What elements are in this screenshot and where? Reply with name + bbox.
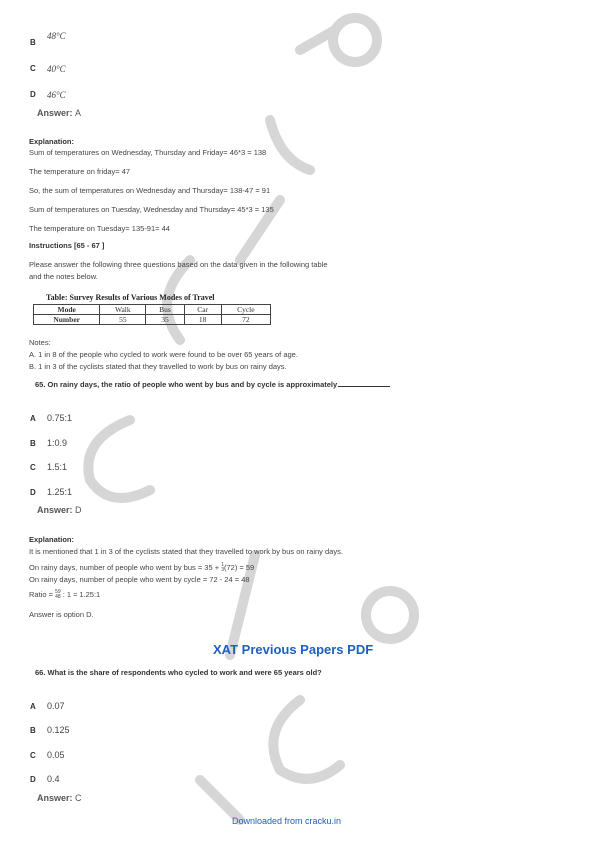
explanation-line: It is mentioned that 1 in 3 of the cyclists stated that they travelled to work by bus on rainy days. (29, 547, 343, 556)
explanation-line: On rainy days, number of people who went by bus = 35 + 1 3 (72) = 59 (29, 562, 255, 574)
q66-answer: Answer: C (37, 793, 82, 803)
explanation-line: Answer is option D. (29, 610, 94, 619)
option-letter-d: D (30, 488, 36, 497)
option-letter-d: D (30, 775, 36, 784)
explanation-line: Sum of temperatures on Wednesday, Thursday and Friday= 46*3 = 138 (29, 148, 267, 157)
explanation-line: So, the sum of temperatures on Wednesday and Thursday= 138-47 = 91 (29, 186, 271, 195)
option-letter-b: B (30, 439, 36, 448)
note-b: B. 1 in 3 of the cyclists stated that they travelled to work by bus on rainy days. (29, 362, 287, 371)
table-caption: Table: Survey Results of Various Modes of Travel (46, 293, 215, 302)
table-cell: 55 (100, 315, 146, 325)
table-cell: 72 (221, 315, 270, 325)
option-value-b[interactable]: 0.125 (47, 725, 70, 735)
table-cell: 18 (184, 315, 221, 325)
explanation-line: Sum of temperatures on Tuesday, Wednesday and Thursday= 45*3 = 135 (29, 205, 274, 214)
option-letter-b: B (30, 726, 36, 735)
footer-link[interactable]: Downloaded from cracku.in (232, 816, 342, 826)
fraction-denominator: 3 (221, 567, 224, 574)
table-row (34, 305, 271, 315)
fraction-numerator: 1 (221, 562, 224, 569)
q64-answer: Answer: A (37, 108, 82, 118)
option-value-c[interactable]: 0.05 (47, 750, 65, 760)
option-value-c: 40°C (47, 64, 66, 74)
option-value-a[interactable]: 0.75:1 (47, 413, 73, 423)
instructions-title: Instructions [65 - 67 ] (29, 241, 105, 250)
table-cell: Mode (34, 305, 100, 315)
option-value-d[interactable]: 1.25:1 (47, 487, 73, 497)
table-cell: Walk (100, 305, 146, 315)
table-cell: Cycle (221, 305, 270, 315)
option-value-d: 46°C (47, 90, 66, 100)
option-letter-c: C (30, 751, 36, 760)
q65-answer: Answer: D (37, 505, 82, 515)
survey-table (33, 304, 271, 325)
instructions-text: and the notes below. (29, 272, 98, 281)
explanation-line: Ratio = 59 48 : 1 ≈ 1.25:1 (29, 589, 101, 601)
table-cell: 35 (146, 315, 184, 325)
notes-title: Notes: (29, 338, 51, 347)
instructions-text: Please answer the following three questions based on the data given in the following table (29, 260, 328, 269)
option-letter-c: C (30, 463, 36, 472)
note-a: A. 1 in 8 of the people who cycled to work were found to be over 65 years of age. (29, 350, 298, 359)
explanation-title: Explanation: (29, 535, 75, 544)
option-value-a[interactable]: 0.07 (47, 701, 65, 711)
option-letter-d: D (30, 90, 36, 99)
explanation-line: The temperature on friday= 47 (29, 167, 131, 176)
explanation-title: Explanation: (29, 137, 75, 146)
table-row (34, 315, 271, 325)
option-value-d[interactable]: 0.4 (47, 774, 60, 784)
option-value-b: 48°C (47, 31, 66, 41)
table-cell: Car (184, 305, 221, 315)
option-letter-b: B (30, 38, 36, 47)
table-cell: Bus (146, 305, 184, 315)
option-letter-a: A (30, 414, 36, 423)
option-value-b[interactable]: 1:0.9 (47, 438, 68, 448)
option-letter-a: A (30, 702, 36, 711)
table-cell: Number (34, 315, 100, 325)
fraction-denominator: 48 (55, 594, 61, 601)
option-letter-c: C (30, 64, 36, 73)
xat-papers-link[interactable]: XAT Previous Papers PDF (213, 642, 374, 657)
question-65: 65. On rainy days, the ratio of people who went by bus and by cycle is approximately (35, 380, 390, 389)
option-value-c[interactable]: 1.5:1 (47, 462, 68, 472)
fraction-numerator: 59 (55, 589, 61, 596)
explanation-line: The temperature on Tuesday= 135-91= 44 (29, 224, 170, 233)
explanation-line: On rainy days, number of people who went by cycle = 72 - 24 = 48 (29, 575, 250, 584)
question-66: 66. What is the share of respondents who cycled to work and were 65 years old? (35, 668, 322, 677)
